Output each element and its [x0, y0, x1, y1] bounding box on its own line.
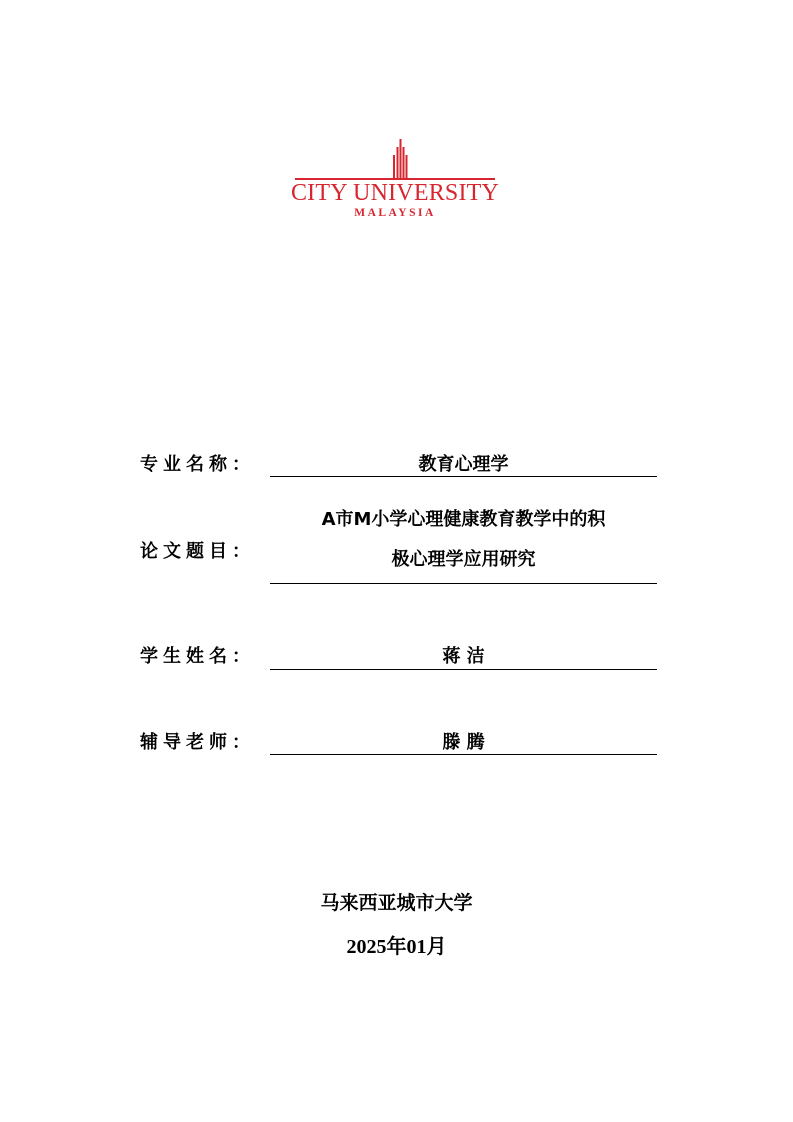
advisor-underline	[270, 754, 657, 755]
logo-university-name: CITY UNIVERSITY	[290, 180, 500, 206]
building-spire-icon	[392, 139, 408, 179]
major-field	[140, 450, 660, 480]
advisor-field	[140, 728, 660, 758]
university-logo	[290, 140, 500, 225]
student-underline	[270, 669, 657, 670]
student-field	[140, 642, 660, 672]
logo-country: MALAYSIA	[354, 207, 436, 219]
thesis-title-line1: A市M小学心理健康教育教学中的积	[321, 509, 606, 530]
thesis-title-line2: 极心理学应用研究	[391, 549, 536, 570]
student-name: 蒋 洁	[442, 646, 485, 667]
thesis-title-underline	[270, 583, 657, 584]
advisor-label: 辅导老师：	[140, 732, 255, 753]
major-label: 专业名称：	[140, 454, 255, 475]
advisor-name: 滕 腾	[442, 732, 485, 753]
submission-date: 2025年01月	[346, 936, 447, 958]
student-label: 学生姓名：	[140, 646, 255, 667]
institution-name: 马来西亚城市大学	[320, 892, 473, 914]
thesis-title-label: 论文题目：	[140, 541, 255, 562]
thesis-title-field	[140, 505, 660, 585]
major-underline	[270, 476, 657, 477]
major-value: 教育心理学	[418, 454, 509, 475]
